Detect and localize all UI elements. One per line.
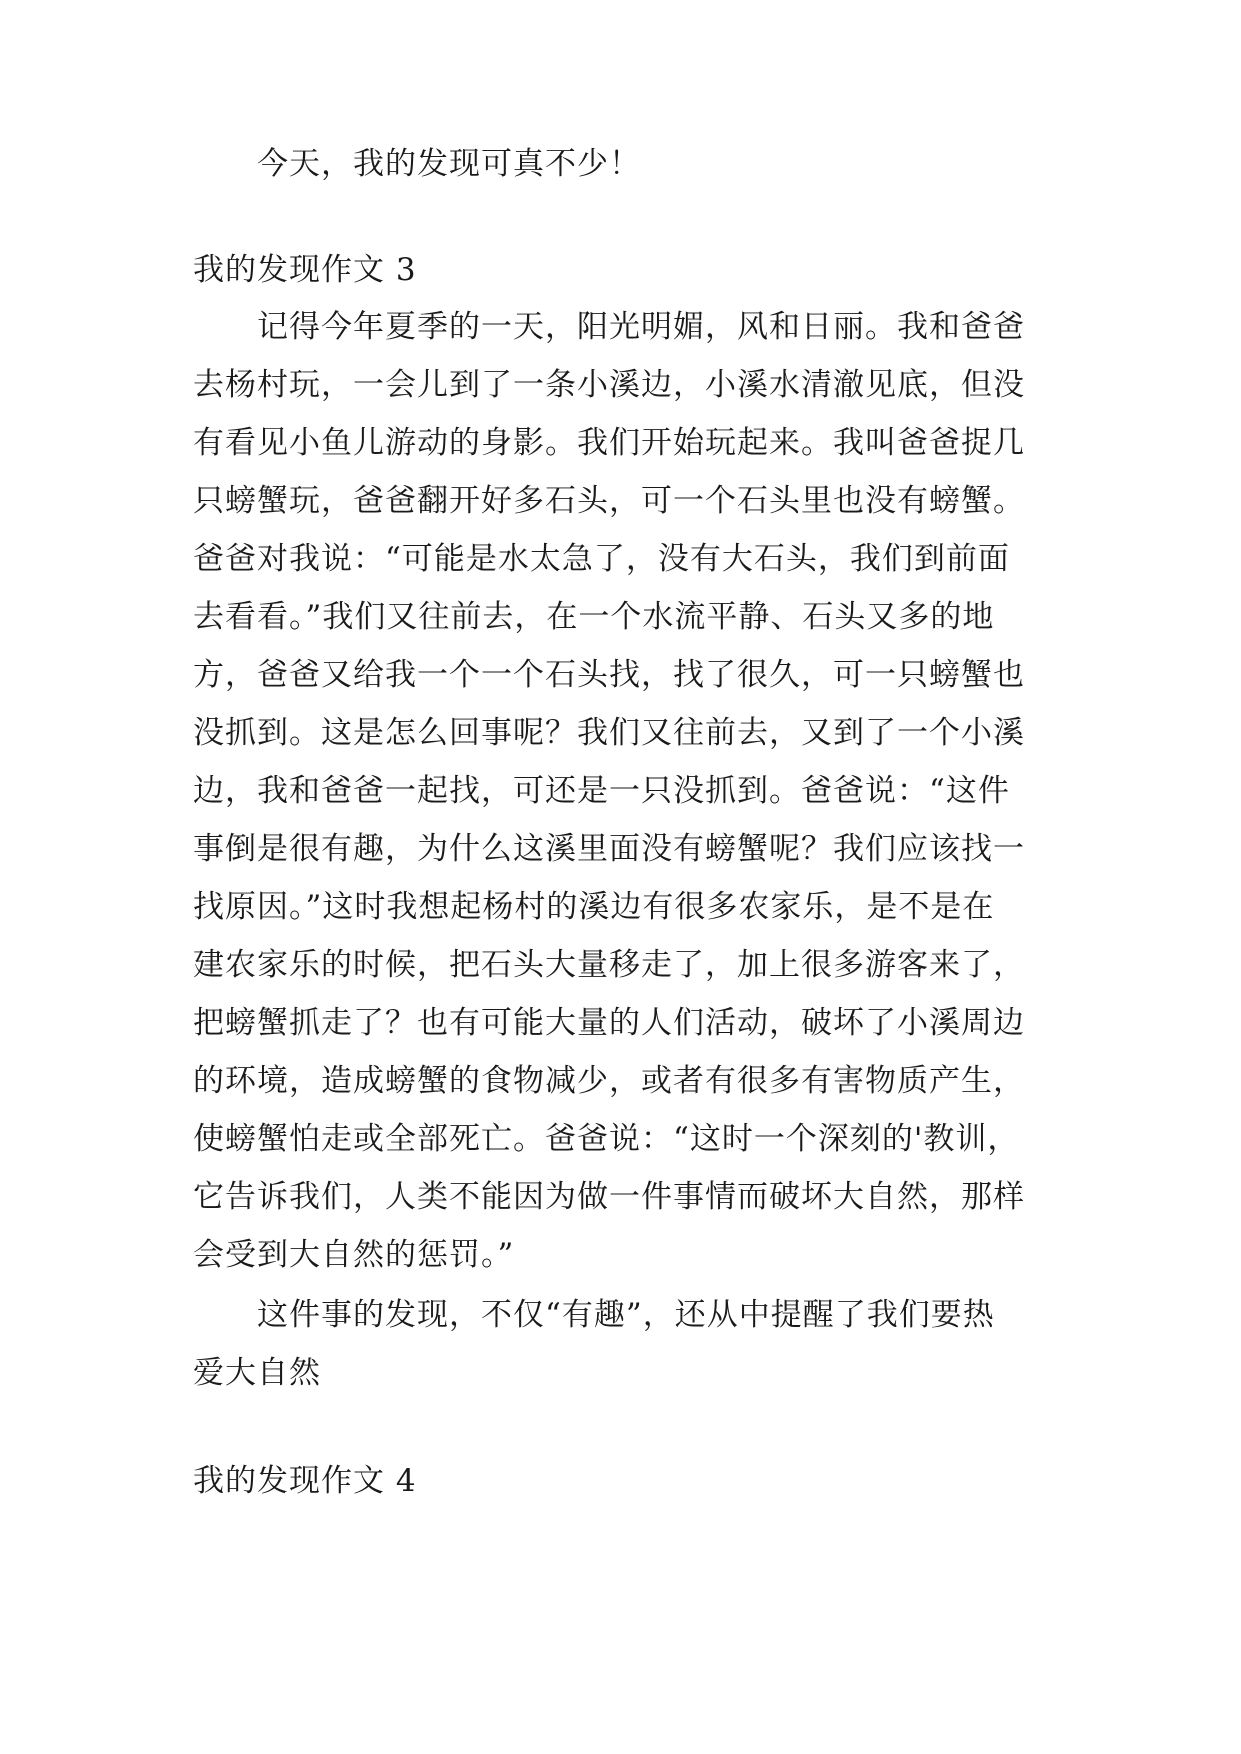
paragraph-line: 有看见小鱼儿游动的身影。我们开始玩起来。我叫爸爸捉几 <box>193 425 1025 461</box>
paragraph-line: 建农家乐的时候，把石头大量移走了，加上很多游客来了， <box>193 947 1025 983</box>
paragraph-line: 方，爸爸又给我一个一个石头找，找了很久，可一只螃蟹也 <box>193 657 1025 693</box>
paragraph-line: 去看看。”我们又往前去，在一个水流平静、石头又多的地 <box>193 599 995 635</box>
paragraph-line: 今天，我的发现可真不少！ <box>257 146 641 182</box>
paragraph-line: 它告诉我们，人类不能因为做一件事情而破坏大自然，那样 <box>193 1179 1025 1215</box>
closing-paragraph <box>193 135 1063 193</box>
paragraph-line: 边，我和爸爸一起找，可还是一只没抓到。爸爸说：“这件 <box>193 773 1010 809</box>
section-heading-3: 我的发现作文 3 <box>193 252 417 288</box>
paragraph-line: 爸爸对我说：“可能是水太急了，没有大石头，我们到前面 <box>193 541 1010 577</box>
paragraph-line: 爱大自然 <box>193 1355 321 1391</box>
paragraph-line: 去杨村玩，一会儿到了一条小溪边，小溪水清澈见底，但没 <box>193 367 1025 403</box>
paragraph-line: 的环境，造成螃蟹的食物减少，或者有很多有害物质产生， <box>193 1063 1025 1099</box>
body-paragraph-1 <box>193 298 1063 1284</box>
paragraph-line: 这件事的发现，不仅“有趣”，还从中提醒了我们要热 <box>257 1297 995 1333</box>
paragraph-line: 记得今年夏季的一天，阳光明媚，风和日丽。我和爸爸 <box>257 309 1025 345</box>
paragraph-line: 没抓到。这是怎么回事呢？我们又往前去，又到了一个小溪 <box>193 715 1025 751</box>
paragraph-line: 把螃蟹抓走了？也有可能大量的人们活动，破坏了小溪周边 <box>193 1005 1025 1041</box>
paragraph-line: 事倒是很有趣，为什么这溪里面没有螃蟹呢？我们应该找一 <box>193 831 1025 867</box>
section-heading-4: 我的发现作文 4 <box>193 1463 417 1499</box>
paragraph-line: 会受到大自然的惩罚。” <box>193 1237 515 1273</box>
body-paragraph-2 <box>193 1286 1063 1402</box>
paragraph-line: 只螃蟹玩，爸爸翻开好多石头，可一个石头里也没有螃蟹。 <box>193 483 1025 519</box>
paragraph-line: 使螃蟹怕走或全部死亡。爸爸说：“这时一个深刻的'教训， <box>193 1121 1020 1157</box>
paragraph-line: 找原因。”这时我想起杨村的溪边有很多农家乐，是不是在 <box>193 889 995 925</box>
